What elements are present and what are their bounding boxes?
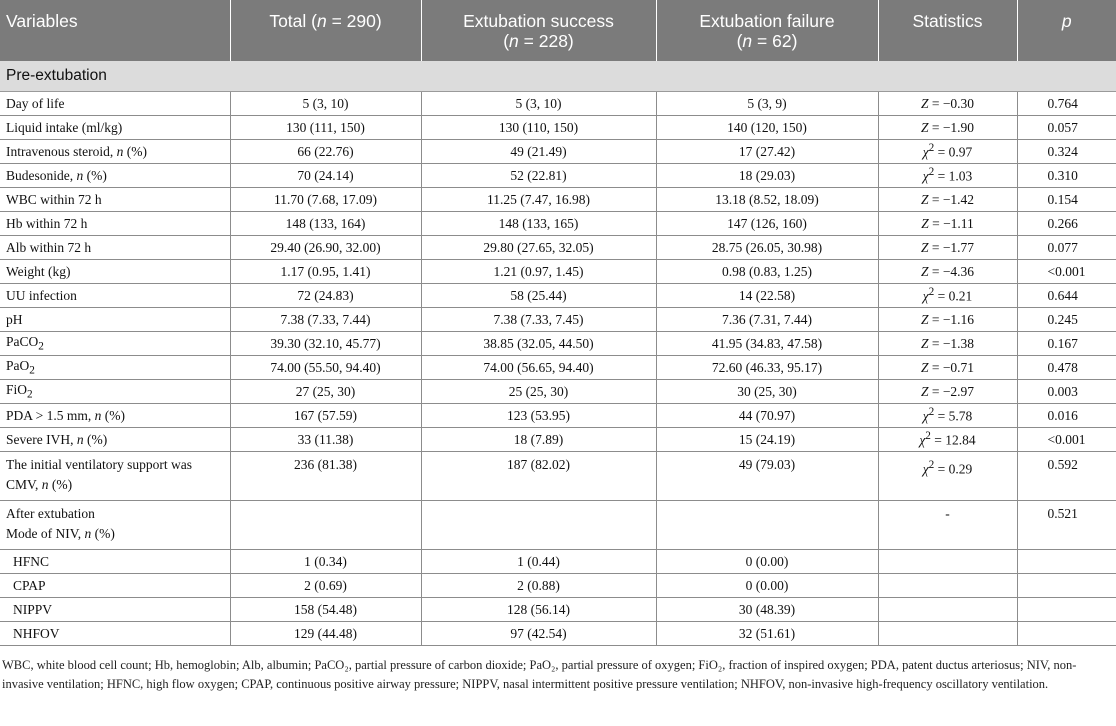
- statistic-value: [878, 92, 1017, 116]
- failure-value: 72.60 (46.33, 95.17): [656, 356, 878, 380]
- table-row: [0, 140, 1116, 164]
- success-value: 18 (7.89): [421, 428, 656, 452]
- stat-number: = 0.29: [934, 461, 973, 477]
- label-text: (%): [48, 477, 73, 492]
- failure-value: [656, 501, 878, 550]
- statistic-value: [878, 598, 1017, 622]
- statistic-value: [878, 140, 1017, 164]
- statistic-value: [878, 501, 1017, 550]
- success-value: 29.80 (27.65, 32.05): [421, 236, 656, 260]
- p-value: 0.077: [1017, 236, 1116, 260]
- success-value: 74.00 (56.65, 94.40): [421, 356, 656, 380]
- p-value: 0.003: [1017, 380, 1116, 404]
- success-value: 148 (133, 165): [421, 212, 656, 236]
- table-row: [0, 550, 1116, 574]
- table-row: [0, 308, 1116, 332]
- failure-value: 147 (126, 160): [656, 212, 878, 236]
- failure-value: 30 (25, 30): [656, 380, 878, 404]
- variable-label: [0, 332, 230, 356]
- header-extubation-success: Extubation success (n = 228): [421, 0, 656, 61]
- stat-number: = −1.11: [928, 215, 974, 231]
- total-value: 39.30 (32.10, 45.77): [230, 332, 421, 356]
- stat-number: = 0.21: [934, 288, 973, 304]
- label-italic: n: [76, 167, 84, 183]
- success-value: [421, 501, 656, 550]
- p-value: 0.644: [1017, 284, 1116, 308]
- variable-label: HFNC: [0, 550, 230, 574]
- stat-number: = −1.16: [928, 311, 975, 327]
- statistic-value: [878, 116, 1017, 140]
- stat-symbol: Z: [920, 239, 929, 255]
- failure-value: 0 (0.00): [656, 574, 878, 598]
- table-row: [0, 452, 1116, 501]
- statistic-value: [878, 308, 1017, 332]
- stat-superscript: 2: [928, 459, 935, 471]
- total-value: 27 (25, 30): [230, 380, 421, 404]
- variable-label: Alb within 72 h: [0, 236, 230, 260]
- stat-symbol: χ: [922, 288, 929, 304]
- failure-value: 28.75 (26.05, 30.98): [656, 236, 878, 260]
- stat-number: = −1.42: [928, 191, 975, 207]
- table-row: [0, 622, 1116, 646]
- table-row: [0, 164, 1116, 188]
- p-value: 0.521: [1017, 501, 1116, 550]
- total-value: 33 (11.38): [230, 428, 421, 452]
- failure-value: 32 (51.61): [656, 622, 878, 646]
- total-value: 7.38 (7.33, 7.44): [230, 308, 421, 332]
- stat-number: = 5.78: [934, 408, 973, 424]
- stat-superscript: 2: [928, 166, 935, 179]
- stat-symbol: Z: [921, 215, 929, 231]
- stat-symbol: χ: [919, 432, 926, 448]
- success-value: 1 (0.44): [421, 550, 656, 574]
- p-value: 0.154: [1017, 188, 1116, 212]
- total-value: 158 (54.48): [230, 598, 421, 622]
- p-value: [1017, 598, 1116, 622]
- table-row: [0, 356, 1116, 380]
- variable-label: UU infection: [0, 284, 230, 308]
- success-value: 97 (42.54): [421, 622, 656, 646]
- success-value: 11.25 (7.47, 16.98): [421, 188, 656, 212]
- stat-number: = −4.36: [928, 263, 975, 279]
- statistic-value: [878, 622, 1017, 646]
- label-italic: n: [76, 431, 84, 447]
- stat-superscript: 2: [928, 406, 935, 419]
- statistic-value: [878, 574, 1017, 598]
- stat-number: = 0.97: [934, 144, 973, 160]
- stat-number: = −1.90: [928, 119, 975, 135]
- success-value: 49 (21.49): [421, 140, 656, 164]
- variable-label: pH: [0, 308, 230, 332]
- total-value: 1 (0.34): [230, 550, 421, 574]
- header-variables: Variables: [0, 0, 230, 61]
- table-row: [0, 332, 1116, 356]
- label-text: (%): [91, 526, 115, 541]
- total-value: 66 (22.76): [230, 140, 421, 164]
- label-line: After extubation: [6, 506, 95, 521]
- label-text: Mode of NIV,: [6, 526, 85, 541]
- statistic-value: [878, 188, 1017, 212]
- success-value: 123 (53.95): [421, 404, 656, 428]
- stat-symbol: Z: [920, 383, 929, 399]
- table-row: [0, 501, 1116, 550]
- label-subscript: 2: [27, 388, 33, 401]
- label-text: (%): [101, 407, 126, 423]
- p-value: <0.001: [1017, 260, 1116, 284]
- stat-symbol: χ: [922, 408, 929, 424]
- total-value: 72 (24.83): [230, 284, 421, 308]
- stat-superscript: 2: [928, 142, 935, 155]
- stat-symbol: Z: [920, 311, 929, 327]
- variable-label: [0, 356, 230, 380]
- label-text: The initial ventilatory support was CMV,: [6, 457, 192, 492]
- success-value: 2 (0.88): [421, 574, 656, 598]
- table-header: [0, 0, 1116, 61]
- failure-value: 17 (27.42): [656, 140, 878, 164]
- p-value: 0.057: [1017, 116, 1116, 140]
- table-row: [0, 188, 1116, 212]
- total-value: 11.70 (7.68, 17.09): [230, 188, 421, 212]
- variable-label: Weight (kg): [0, 260, 230, 284]
- header-extubation-failure: Extubation failure (n = 62): [656, 0, 878, 61]
- total-value: 5 (3, 10): [230, 92, 421, 116]
- variable-label: Day of life: [0, 92, 230, 116]
- stat-number: = −2.97: [928, 383, 975, 399]
- label-italic: n: [116, 143, 124, 159]
- success-value: 38.85 (32.05, 44.50): [421, 332, 656, 356]
- stat-superscript: 2: [925, 430, 931, 443]
- statistic-value: [878, 164, 1017, 188]
- stat-number: = 1.03: [934, 168, 973, 184]
- variable-label: [0, 428, 230, 452]
- statistic-value: [878, 452, 1017, 501]
- label-text: Severe IVH,: [6, 431, 77, 447]
- failure-value: 18 (29.03): [656, 164, 878, 188]
- total-value: 148 (133, 164): [230, 212, 421, 236]
- stat-superscript: 2: [928, 286, 935, 299]
- failure-value: 49 (79.03): [656, 452, 878, 501]
- stat-number: = −0.71: [928, 359, 975, 375]
- success-value: 5 (3, 10): [421, 92, 656, 116]
- total-value: 2 (0.69): [230, 574, 421, 598]
- p-value: 0.245: [1017, 308, 1116, 332]
- label-text: PDA > 1.5 mm,: [6, 407, 95, 423]
- stat-symbol: Z: [920, 335, 929, 351]
- label-text: (%): [123, 143, 147, 159]
- stat-number: = 12.84: [930, 432, 976, 448]
- total-value: 129 (44.48): [230, 622, 421, 646]
- stat-number: = −0.30: [928, 95, 975, 111]
- variable-label: CPAP: [0, 574, 230, 598]
- success-value: 58 (25.44): [421, 284, 656, 308]
- table-row: [0, 404, 1116, 428]
- stat-symbol: Z: [920, 191, 929, 207]
- variable-label: WBC within 72 h: [0, 188, 230, 212]
- variable-label: [0, 452, 230, 501]
- table-body: [0, 61, 1116, 646]
- table-row: [0, 380, 1116, 404]
- total-value: 74.00 (55.50, 94.40): [230, 356, 421, 380]
- total-value: 29.40 (26.90, 32.00): [230, 236, 421, 260]
- stat-symbol: χ: [922, 144, 929, 160]
- section-row: [0, 61, 1116, 92]
- statistic-value: [878, 236, 1017, 260]
- label-subscript: 2: [38, 340, 44, 353]
- failure-value: 7.36 (7.31, 7.44): [656, 308, 878, 332]
- table-footnote: WBC, white blood cell count; Hb, hemoglobin; Alb, albumin; PaCO₂, partial pressure of carbon dioxide; PaO₂, partial pressure of oxygen; FiO₂, fraction of inspired oxygen; PDA, patent ductus arteriosus; NIV, non-invasive ventilation; HFNC, high flow oxygen; CPAP, continuous positive airway pressure; NIPPV, nasal intermittent positive pressure ventilation; NHFOV, non-invasive high-frequency oscillatory ventilation.: [2, 658, 1077, 691]
- table-row: [0, 598, 1116, 622]
- table-row: [0, 92, 1116, 116]
- statistic-value: [878, 550, 1017, 574]
- success-value: 187 (82.02): [421, 452, 656, 501]
- stat-dash: -: [945, 506, 950, 521]
- p-value: 0.310: [1017, 164, 1116, 188]
- stat-symbol: χ: [922, 168, 929, 184]
- failure-value: 41.95 (34.83, 47.58): [656, 332, 878, 356]
- statistic-value: [878, 332, 1017, 356]
- p-value: 0.592: [1017, 452, 1116, 501]
- p-value: [1017, 622, 1116, 646]
- stat-number: = −1.77: [928, 239, 975, 255]
- failure-value: 44 (70.97): [656, 404, 878, 428]
- label-italic: n: [84, 526, 92, 541]
- statistic-value: [878, 212, 1017, 236]
- label-text: FiO: [6, 382, 28, 398]
- label-italic: n: [41, 477, 49, 492]
- table-row: [0, 284, 1116, 308]
- section-label: Pre-extubation: [0, 61, 1116, 92]
- stat-symbol: Z: [920, 119, 929, 135]
- p-value: [1017, 574, 1116, 598]
- table-row: [0, 428, 1116, 452]
- header-p: p: [1061, 11, 1072, 31]
- total-value: 70 (24.14): [230, 164, 421, 188]
- p-value: 0.764: [1017, 92, 1116, 116]
- stat-number: = −1.38: [928, 335, 975, 351]
- p-value: 0.167: [1017, 332, 1116, 356]
- p-value: 0.478: [1017, 356, 1116, 380]
- table-row: [0, 212, 1116, 236]
- success-value: 25 (25, 30): [421, 380, 656, 404]
- statistic-value: [878, 380, 1017, 404]
- variable-label: [0, 164, 230, 188]
- statistic-value: [878, 356, 1017, 380]
- variable-label: NIPPV: [0, 598, 230, 622]
- success-value: 128 (56.14): [421, 598, 656, 622]
- variable-label: [0, 140, 230, 164]
- variable-label: Liquid intake (ml/kg): [0, 116, 230, 140]
- table-row: [0, 260, 1116, 284]
- label-text: Budesonide,: [6, 167, 77, 183]
- p-value: [1017, 550, 1116, 574]
- stat-symbol: χ: [922, 461, 929, 477]
- label-text: Intravenous steroid,: [6, 143, 117, 159]
- p-value: 0.266: [1017, 212, 1116, 236]
- variable-label: [0, 501, 230, 550]
- statistic-value: [878, 404, 1017, 428]
- failure-value: 0 (0.00): [656, 550, 878, 574]
- variable-label: NHFOV: [0, 622, 230, 646]
- label-text: PaCO: [6, 334, 39, 350]
- label-text: PaO: [6, 358, 30, 374]
- table-row: [0, 116, 1116, 140]
- failure-value: 140 (120, 150): [656, 116, 878, 140]
- statistic-value: [878, 284, 1017, 308]
- variable-label: [0, 404, 230, 428]
- failure-value: 15 (24.19): [656, 428, 878, 452]
- success-value: 7.38 (7.33, 7.45): [421, 308, 656, 332]
- p-value: 0.324: [1017, 140, 1116, 164]
- statistic-value: [878, 428, 1017, 452]
- failure-value: 13.18 (8.52, 18.09): [656, 188, 878, 212]
- statistic-value: [878, 260, 1017, 284]
- label-text: (%): [83, 167, 107, 183]
- variable-label: [0, 380, 230, 404]
- total-value: 167 (57.59): [230, 404, 421, 428]
- failure-value: 5 (3, 9): [656, 92, 878, 116]
- total-value: [230, 501, 421, 550]
- success-value: 1.21 (0.97, 1.45): [421, 260, 656, 284]
- total-value: 1.17 (0.95, 1.41): [230, 260, 421, 284]
- p-value: <0.001: [1017, 428, 1116, 452]
- failure-value: 14 (22.58): [656, 284, 878, 308]
- stat-symbol: Z: [920, 263, 929, 279]
- header-total: Total (n = 290): [230, 0, 421, 61]
- label-italic: n: [94, 407, 102, 423]
- variable-label: Hb within 72 h: [0, 212, 230, 236]
- total-value: 130 (111, 150): [230, 116, 421, 140]
- total-value: 236 (81.38): [230, 452, 421, 501]
- stat-symbol: Z: [920, 95, 929, 111]
- table-row: [0, 236, 1116, 260]
- success-value: 130 (110, 150): [421, 116, 656, 140]
- success-value: 52 (22.81): [421, 164, 656, 188]
- table-row: [0, 574, 1116, 598]
- failure-value: 0.98 (0.83, 1.25): [656, 260, 878, 284]
- stat-symbol: Z: [920, 359, 929, 375]
- failure-value: 30 (48.39): [656, 598, 878, 622]
- p-value: 0.016: [1017, 404, 1116, 428]
- label-text: (%): [83, 431, 108, 447]
- header-statistics: Statistics: [878, 0, 1017, 61]
- label-subscript: 2: [29, 364, 35, 377]
